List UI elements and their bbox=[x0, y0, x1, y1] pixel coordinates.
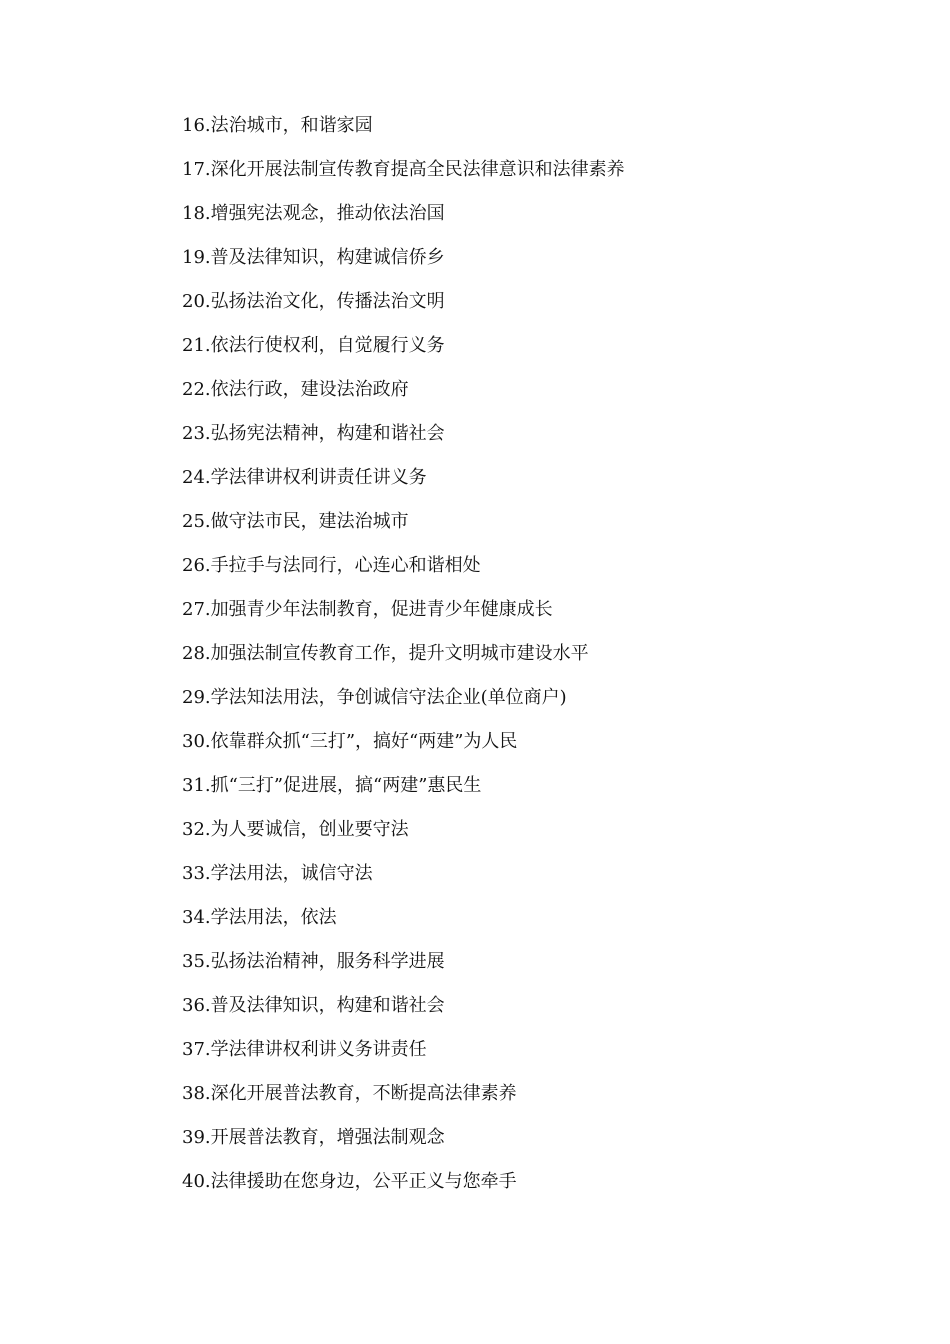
slogan-item-23: 23.弘扬宪法精神，构建和谐社会 bbox=[182, 423, 445, 444]
slogan-item-21: 21.依法行使权利，自觉履行义务 bbox=[182, 335, 445, 356]
slogan-item-32: 32.为人要诚信，创业要守法 bbox=[182, 819, 409, 840]
slogan-item-17: 17.深化开展法制宣传教育提高全民法律意识和法律素养 bbox=[182, 159, 625, 180]
slogan-item-39: 39.开展普法教育，增强法制观念 bbox=[182, 1127, 445, 1148]
slogan-item-29: 29.学法知法用法，争创诚信守法企业(单位商户) bbox=[182, 687, 567, 708]
slogan-item-31: 31.抓“三打”促进展，搞“两建”惠民生 bbox=[182, 775, 482, 796]
slogan-item-40: 40.法律援助在您身边，公平正义与您牵手 bbox=[182, 1171, 517, 1192]
slogan-item-26: 26.手拉手与法同行，心连心和谐相处 bbox=[182, 555, 481, 576]
slogan-item-16: 16.法治城市，和谐家园 bbox=[182, 115, 373, 136]
slogan-item-22: 22.依法行政，建设法治政府 bbox=[182, 379, 409, 400]
slogan-item-37: 37.学法律讲权利讲义务讲责任 bbox=[182, 1039, 427, 1060]
slogan-item-25: 25.做守法市民，建法治城市 bbox=[182, 511, 409, 532]
slogan-item-20: 20.弘扬法治文化，传播法治文明 bbox=[182, 291, 445, 312]
slogan-item-33: 33.学法用法，诚信守法 bbox=[182, 863, 373, 884]
slogan-item-34: 34.学法用法，依法 bbox=[182, 907, 337, 928]
slogan-item-30: 30.依靠群众抓“三打”，搞好“两建”为人民 bbox=[182, 731, 518, 752]
slogan-item-24: 24.学法律讲权利讲责任讲义务 bbox=[182, 467, 427, 488]
slogan-item-27: 27.加强青少年法制教育，促进青少年健康成长 bbox=[182, 599, 553, 620]
slogan-item-19: 19.普及法律知识，构建诚信侨乡 bbox=[182, 247, 445, 268]
slogan-item-36: 36.普及法律知识，构建和谐社会 bbox=[182, 995, 445, 1016]
slogan-item-38: 38.深化开展普法教育，不断提高法律素养 bbox=[182, 1083, 517, 1104]
slogan-item-18: 18.增强宪法观念，推动依法治国 bbox=[182, 203, 445, 224]
slogan-list bbox=[182, 112, 625, 1212]
slogan-item-28: 28.加强法制宣传教育工作，提升文明城市建设水平 bbox=[182, 643, 589, 664]
slogan-item-35: 35.弘扬法治精神，服务科学进展 bbox=[182, 951, 445, 972]
